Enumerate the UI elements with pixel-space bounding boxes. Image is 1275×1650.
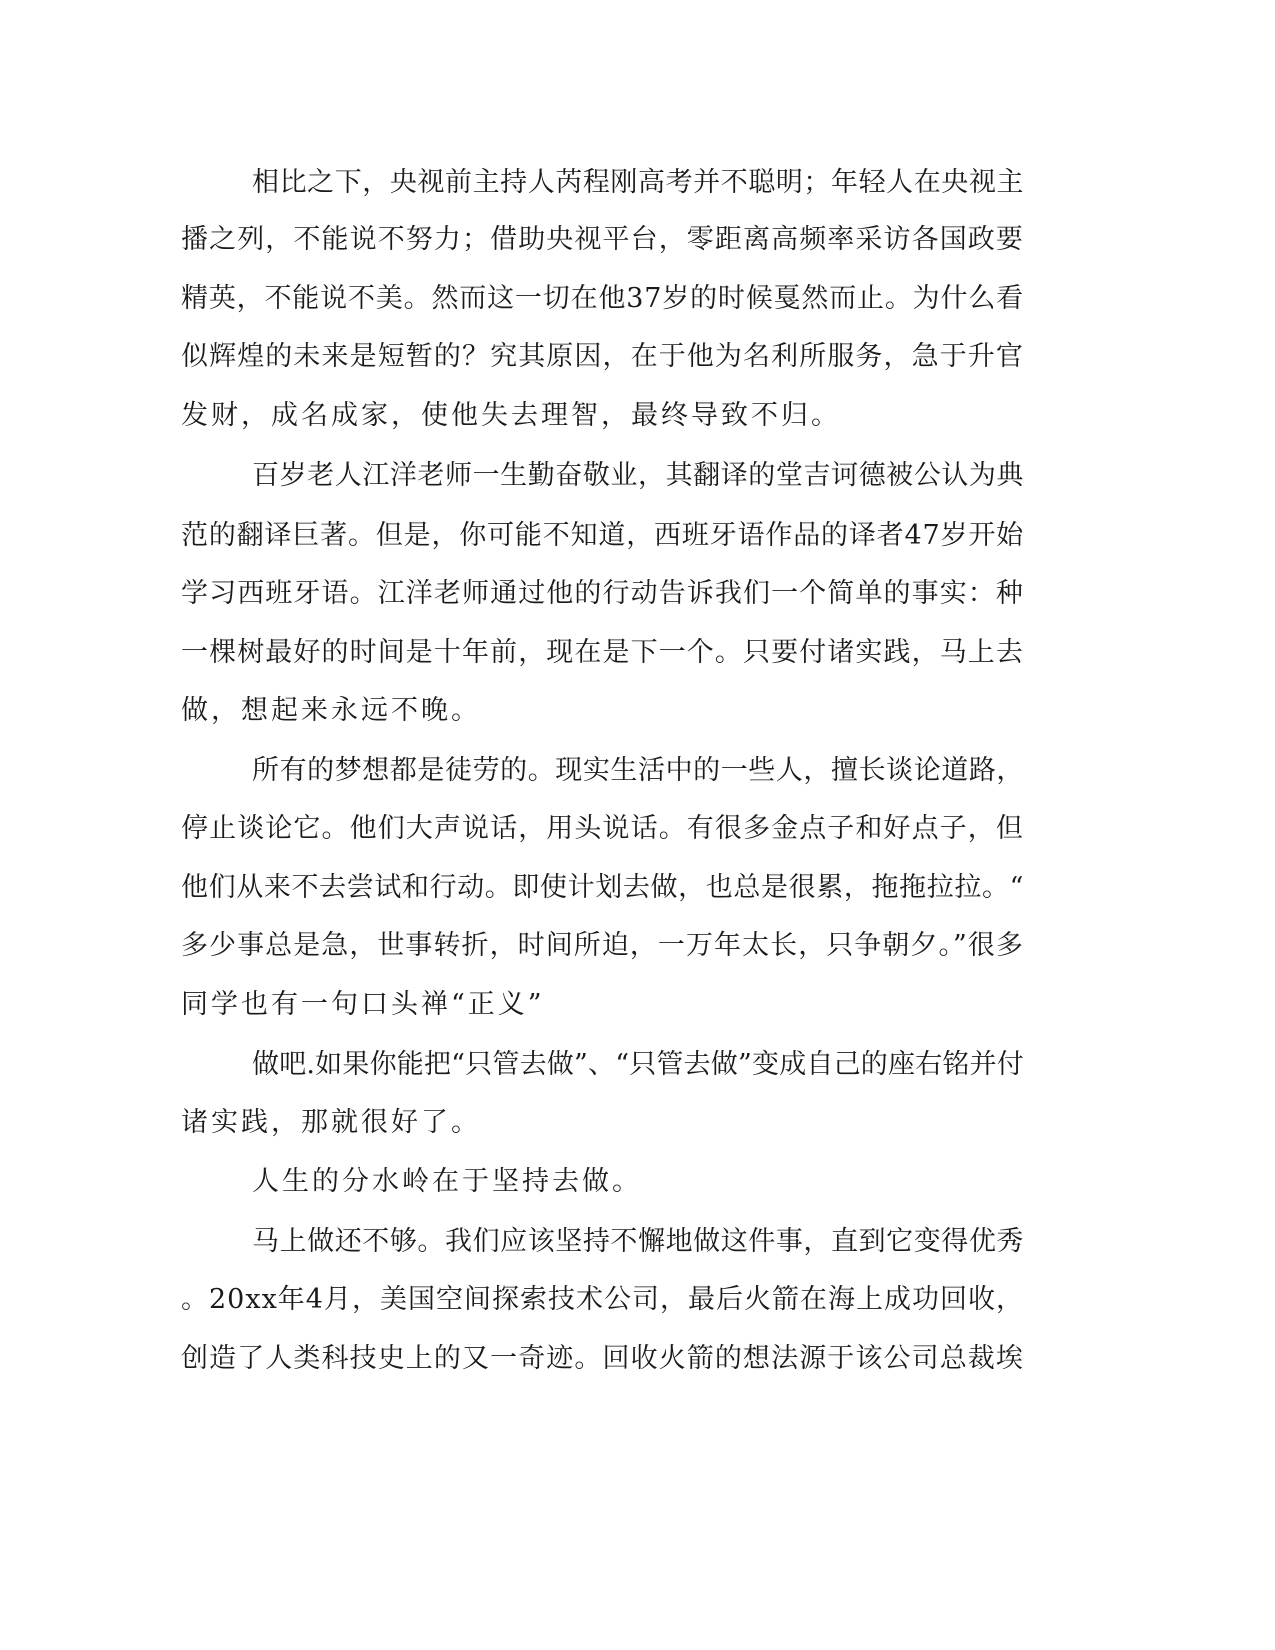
paragraph-3-line-1: 所有的梦想都是徒劳的。现实生活中的一些人，擅长谈论道路， bbox=[252, 755, 1024, 786]
paragraph-3-line-3: 他们从来不去尝试和行动。即使计划去做，也总是很累，拖拖拉拉。“ bbox=[181, 872, 1024, 903]
paragraph-2-line-5: 做，想起来永远不晚。 bbox=[181, 695, 481, 726]
paragraph-1-line-1: 相比之下，央视前主持人芮程刚高考并不聪明；年轻人在央视主 bbox=[252, 167, 1024, 198]
paragraph-6-line-3: 创造了人类科技史上的又一奇迹。回收火箭的想法源于该公司总裁埃 bbox=[181, 1343, 1024, 1374]
paragraph-4-line-1: 做吧.如果你能把“只管去做”、“只管去做”变成自己的座右铭并付 bbox=[252, 1049, 1024, 1080]
paragraph-1-line-5: 发财，成名成家，使他失去理智，最终导致不归。 bbox=[181, 400, 841, 431]
paragraph-3-line-4: 多少事总是急，世事转折，时间所迫，一万年太长，只争朝夕。”很多 bbox=[181, 930, 1024, 961]
paragraph-6-line-1: 马上做还不够。我们应该坚持不懈地做这件事，直到它变得优秀 bbox=[252, 1226, 1024, 1257]
paragraph-3-line-5: 同学也有一句口头禅“正义” bbox=[181, 989, 545, 1020]
paragraph-2-line-3: 学习西班牙语。江洋老师通过他的行动告诉我们一个简单的事实：种 bbox=[181, 578, 1024, 609]
paragraph-4-line-2: 诸实践，那就很好了。 bbox=[181, 1107, 481, 1138]
paragraph-5-line-1: 人生的分水岭在于坚持去做。 bbox=[252, 1166, 642, 1197]
paragraph-6-line-2: 。20xx年4月，美国空间探索技术公司，最后火箭在海上成功回收， bbox=[181, 1284, 1024, 1315]
paragraph-1-line-3: 精英，不能说不美。然而这一切在他37岁的时候戛然而止。为什么看 bbox=[181, 283, 1024, 314]
paragraph-1-line-4: 似辉煌的未来是短暂的？究其原因，在于他为名利所服务，急于升官 bbox=[181, 341, 1024, 372]
paragraph-2-line-2: 范的翻译巨著。但是，你可能不知道，西班牙语作品的译者47岁开始 bbox=[181, 520, 1024, 551]
paragraph-3-line-2: 停止谈论它。他们大声说话，用头说话。有很多金点子和好点子，但 bbox=[181, 813, 1024, 844]
paragraph-1-line-2: 播之列，不能说不努力；借助央视平台，零距离高频率采访各国政要 bbox=[181, 224, 1024, 255]
paragraph-2-line-1: 百岁老人江洋老师一生勤奋敬业，其翻译的堂吉诃德被公认为典 bbox=[252, 460, 1024, 491]
paragraph-2-line-4: 一棵树最好的时间是十年前，现在是下一个。只要付诸实践，马上去 bbox=[181, 637, 1024, 668]
